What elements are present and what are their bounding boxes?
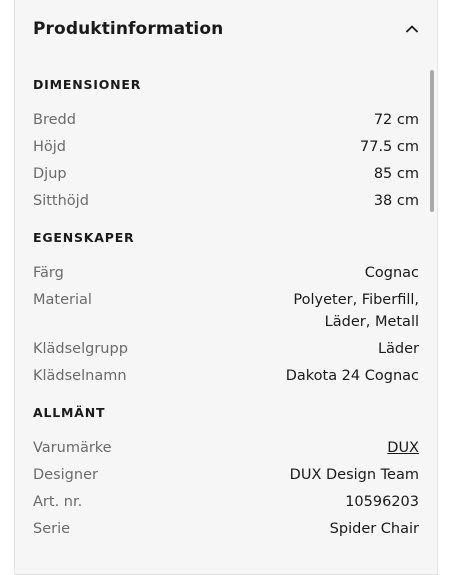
chevron-up-icon[interactable] bbox=[405, 22, 419, 36]
spec-value: Dakota 24 Cognac bbox=[285, 368, 419, 384]
spec-row-material bbox=[33, 289, 419, 333]
spec-row-serie bbox=[33, 518, 419, 540]
spec-row-bredd bbox=[33, 109, 419, 131]
spec-label: Art. nr. bbox=[33, 494, 83, 510]
spec-label: Klädselgrupp bbox=[33, 341, 128, 357]
spec-label: Varumärke bbox=[33, 440, 112, 456]
spec-row-kladselgrupp bbox=[33, 338, 419, 360]
spec-label: Designer bbox=[33, 467, 98, 483]
spec-row-djup bbox=[33, 163, 419, 185]
section-egenskaper bbox=[33, 229, 419, 387]
spec-row-varumarke bbox=[33, 437, 419, 459]
spec-value: Polyeter, Fiberfill, Läder, Metall bbox=[293, 292, 419, 330]
spec-value: 38 cm bbox=[373, 193, 419, 209]
spec-row-hojd bbox=[33, 136, 419, 158]
spec-row-farg bbox=[33, 262, 419, 284]
spec-value: 10596203 bbox=[345, 494, 419, 510]
spec-row-sitthojd bbox=[33, 190, 419, 212]
spec-label: Bredd bbox=[33, 112, 76, 128]
spec-value: 85 cm bbox=[373, 166, 419, 182]
spec-value: Läder bbox=[377, 341, 419, 357]
section-allmant bbox=[33, 404, 419, 540]
spec-value: Cognac bbox=[364, 265, 419, 281]
spec-label: Klädselnamn bbox=[33, 368, 127, 384]
spec-value: DUX Design Team bbox=[289, 467, 419, 483]
section-title: DIMENSIONER bbox=[33, 77, 142, 92]
scrollbar-thumb[interactable] bbox=[430, 70, 434, 212]
spec-value: Spider Chair bbox=[329, 521, 419, 537]
spec-label: Material bbox=[33, 292, 92, 308]
spec-value: 77.5 cm bbox=[360, 139, 419, 155]
product-info-content bbox=[33, 76, 419, 557]
spec-label: Höjd bbox=[33, 139, 67, 155]
product-info-panel bbox=[14, 0, 438, 575]
product-info-title: Produktinformation bbox=[33, 19, 224, 39]
spec-label: Sitthöjd bbox=[33, 193, 89, 209]
spec-row-kladselnamn bbox=[33, 365, 419, 387]
spec-row-designer bbox=[33, 464, 419, 486]
brand-link[interactable]: DUX bbox=[387, 440, 419, 456]
section-title: ALLMÄNT bbox=[33, 405, 106, 420]
section-title: EGENSKAPER bbox=[33, 230, 135, 245]
spec-value: 72 cm bbox=[373, 112, 419, 128]
section-dimensioner bbox=[33, 76, 419, 212]
spec-label: Färg bbox=[33, 265, 64, 281]
spec-row-art-nr bbox=[33, 491, 419, 513]
spec-label: Djup bbox=[33, 166, 67, 182]
spec-label: Serie bbox=[33, 521, 71, 537]
product-info-header[interactable] bbox=[33, 14, 419, 44]
